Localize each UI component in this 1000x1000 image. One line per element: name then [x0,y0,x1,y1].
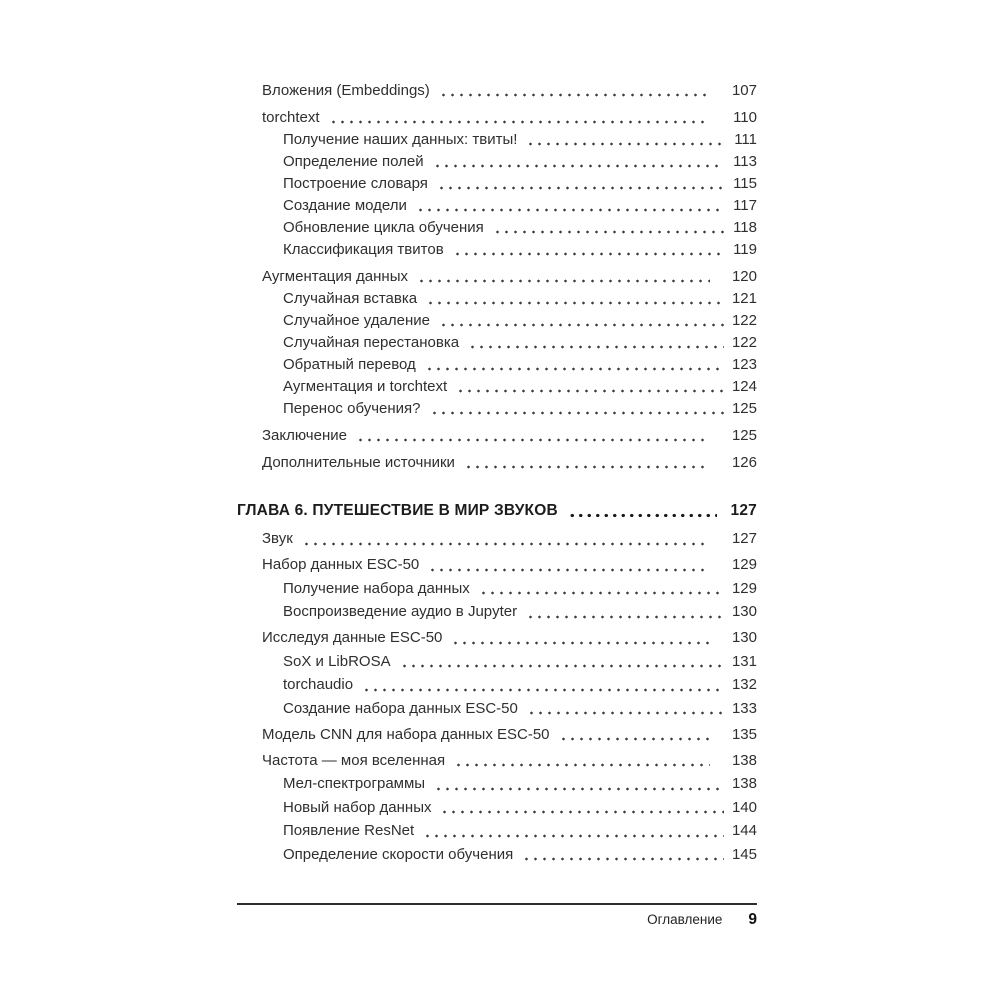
dot-leader [422,354,724,376]
toc-entry-page: 120 [731,268,757,285]
dot-leader [431,772,724,796]
toc-entry-title: Получение набора данных [283,579,470,597]
dot-leader [299,527,710,551]
footer-section-label: Оглавление [647,912,723,927]
toc-entry [237,600,757,624]
toc-entry-page: 140 [731,798,757,816]
toc-entry-title: Создание набора данных ESC-50 [283,699,518,717]
dot-leader [556,723,710,747]
toc-entry [237,217,757,239]
toc-entry-title: torchaudio [283,676,354,693]
toc-entry-page: 130 [731,603,757,620]
toc-entry-page: 119 [733,241,757,258]
toc-entry-page: 115 [733,175,757,192]
toc-entry-page: 111 [734,131,757,148]
toc-entry-title: Звук [262,530,293,547]
dot-leader [566,498,717,524]
toc-entry-title: Случайная вставка [283,290,418,307]
dot-leader [423,288,724,310]
toc-entry [237,398,757,420]
toc-entry-page: 145 [731,845,757,863]
toc-entry-page: 110 [733,109,757,126]
dot-leader [436,80,710,102]
footer-page-number: 9 [748,911,757,928]
toc-entry [237,332,757,354]
dot-leader [523,600,724,624]
toc-entry-title: Модель CNN для набора данных ESC-50 [262,725,550,743]
toc-entry-page: 133 [731,699,757,717]
footer-rule [237,903,757,905]
dot-leader [465,332,724,354]
toc-entry [237,376,757,398]
toc-entry-title: Построение словаря [283,175,428,192]
toc-entry-title: Новый набор данных [283,798,432,816]
toc-entry-title: Классификация твитов [283,241,444,258]
toc-entry-title: SoX и LibROSA [283,652,391,670]
toc-entry [237,749,757,773]
dot-leader [524,697,724,721]
toc-entry-title: Обновление цикла обучения [283,219,484,236]
dot-leader [414,266,710,288]
dot-leader [326,107,710,129]
toc-entry-page: 124 [731,378,757,395]
toc-entry-page: 122 [731,334,757,351]
toc-entry [237,425,757,447]
toc-entry-title: Аугментация данных [262,268,408,285]
toc-entry-page: 121 [731,290,757,307]
toc-section [237,80,757,474]
toc-entry-page: 118 [733,219,757,236]
chapter-page-number: 127 [730,502,757,519]
table-of-contents [237,80,757,866]
toc-entry [237,151,757,173]
toc-entry-page: 130 [731,629,757,646]
toc-entry [237,266,757,288]
dot-leader [476,577,724,601]
dot-leader [453,376,724,398]
toc-entry-title: Набор данных ESC-50 [262,556,420,573]
toc-entry-page: 123 [731,356,757,373]
toc-entry-page: 125 [731,400,757,417]
toc-entry [237,129,757,151]
toc-entry [237,843,757,867]
toc-entry-title: Определение полей [283,153,424,170]
toc-entry-title: Дополнительные источники [262,454,455,471]
toc-entry [237,239,757,261]
dot-leader [448,626,710,650]
dot-leader [353,425,710,447]
toc-entry-title: Перенос обучения? [283,400,421,417]
toc-entry-page: 132 [731,676,757,693]
toc-entry-title: Частота — моя вселенная [262,751,446,769]
toc-entry-title: Заключение [262,427,347,444]
toc-entry-title: Исследуя данные ESC-50 [262,629,443,646]
dot-leader [490,217,724,239]
dot-leader [519,843,724,867]
toc-entry-page: 107 [731,82,757,99]
toc-entry [237,577,757,601]
toc-entry [237,310,757,332]
toc-entry-title: Получение наших данных: твиты! [283,131,518,148]
toc-entry-title: Вложения (Embeddings) [262,82,430,99]
toc-entry-page: 135 [731,725,757,743]
dot-leader [436,310,724,332]
dot-leader [437,796,724,820]
toc-entry [237,796,757,820]
toc-entry-page: 138 [731,751,757,769]
dot-leader [523,129,724,151]
toc-entry-page: 117 [733,197,757,214]
toc-entry [237,553,757,577]
toc-entry [237,772,757,796]
toc-entry [237,819,757,843]
toc-entry-page: 125 [731,427,757,444]
toc-entry [237,452,757,474]
page-footer [237,909,757,931]
toc-entry-page: 129 [731,556,757,573]
toc-entry-page: 113 [733,153,757,170]
toc-entry-page: 129 [731,579,757,597]
toc-entry [237,80,757,102]
dot-leader [451,749,710,773]
toc-entry-title: Мел-спектрограммы [283,775,426,792]
toc-entry-page: 131 [731,652,757,670]
dot-leader [425,553,710,577]
toc-entry-page: 126 [731,454,757,471]
dot-leader [434,173,724,195]
toc-entry-title: Случайное удаление [283,312,430,329]
dot-leader [461,452,710,474]
toc-entry-title: Определение скорости обучения [283,845,514,863]
toc-entry-title: Случайная перестановка [283,334,460,351]
toc-entry-page: 138 [731,775,757,792]
toc-entry [237,697,757,721]
toc-entry [237,195,757,217]
dot-leader [427,398,725,420]
toc-entry [237,288,757,310]
dot-leader [450,239,724,261]
toc-entry [237,673,757,697]
toc-entry-title: Воспроизведение аудио в Jupyter [283,603,518,620]
toc-entry-page: 144 [731,822,757,839]
toc-entry-title: Появление ResNet [283,822,415,839]
toc-section [237,498,757,866]
toc-entry-title: Создание модели [283,197,407,214]
toc-entry-title: torchtext [262,109,320,126]
toc-entry [237,173,757,195]
toc-entry [237,107,757,129]
dot-leader [420,819,724,843]
dot-leader [413,195,724,217]
toc-entry-page: 127 [731,530,757,547]
dot-leader [397,650,724,674]
toc-entry [237,650,757,674]
toc-entry [237,527,757,551]
toc-entry-page: 122 [731,312,757,329]
toc-entry [237,354,757,376]
dot-leader [359,673,724,697]
toc-entry [237,723,757,747]
toc-entry-title: Обратный перевод [283,356,416,373]
dot-leader [430,151,724,173]
toc-entry-title: Аугментация и torchtext [283,378,448,395]
chapter-title: ГЛАВА 6. ПУТЕШЕСТВИЕ В МИР ЗВУКОВ [237,502,558,519]
chapter-heading [237,498,757,524]
toc-entry [237,626,757,650]
